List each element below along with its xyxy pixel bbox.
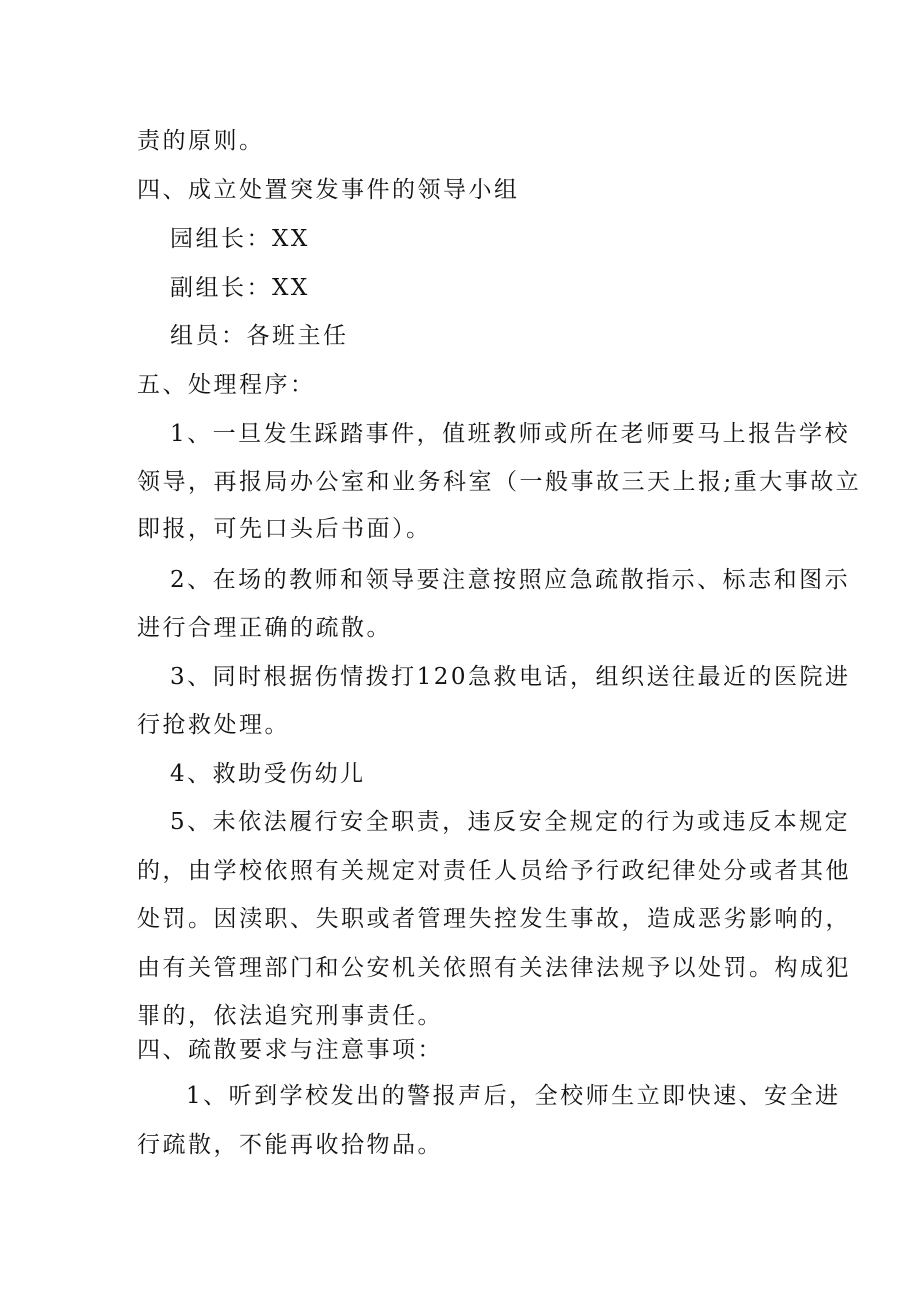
paragraph-line: 1、听到学校发出的警报声后，全校师生立即快速、安全进 [186,1083,841,1109]
section-heading: 四、成立处置突发事件的领导小组 [137,177,520,203]
paragraph-line: 处罚。因渎职、失职或者管理失控发生事故，造成恶劣影响的， [137,906,851,932]
paragraph-line: 即报，可先口头后书面）。 [137,516,432,542]
paragraph-line: 领导，再报局办公室和业务科室（一般事故三天上报;重大事故立 [137,469,862,495]
leader-line: 园组长：XX [170,226,310,252]
paragraph-line: 进行合理正确的疏散。 [137,615,392,641]
paragraph-line: 1、一旦发生踩踏事件，值班教师或所在老师要马上报告学校 [170,421,851,447]
paragraph-line: 责的原则。 [137,128,265,154]
deputy-leader-line: 副组长：XX [170,275,310,301]
paragraph-line: 罪的，依法追究刑事责任。 [137,1003,443,1029]
paragraph-line: 5、未依法履行安全职责，违反安全规定的行为或违反本规定 [170,809,851,835]
paragraph-line: 的，由学校依照有关规定对责任人员给予行政纪律处分或者其他 [137,858,851,884]
paragraph-line: 由有关管理部门和公安机关依照有关法律法规予以处罚。构成犯 [137,955,851,981]
paragraph-line: 3、同时根据伤情拨打120急救电话，组织送往最近的医院进 [170,664,851,690]
section-heading: 四、疏散要求与注意事项： [137,1037,443,1063]
paragraph-line: 行抢救处理。 [137,712,290,738]
paragraph-line: 4、救助受伤幼儿 [170,761,366,787]
paragraph-line: 行疏散，不能再收拾物品。 [137,1132,443,1158]
section-heading: 五、处理程序： [137,372,316,398]
members-line: 组员：各班主任 [170,323,349,349]
paragraph-line: 2、在场的教师和领导要注意按照应急疏散指示、标志和图示 [170,567,851,593]
